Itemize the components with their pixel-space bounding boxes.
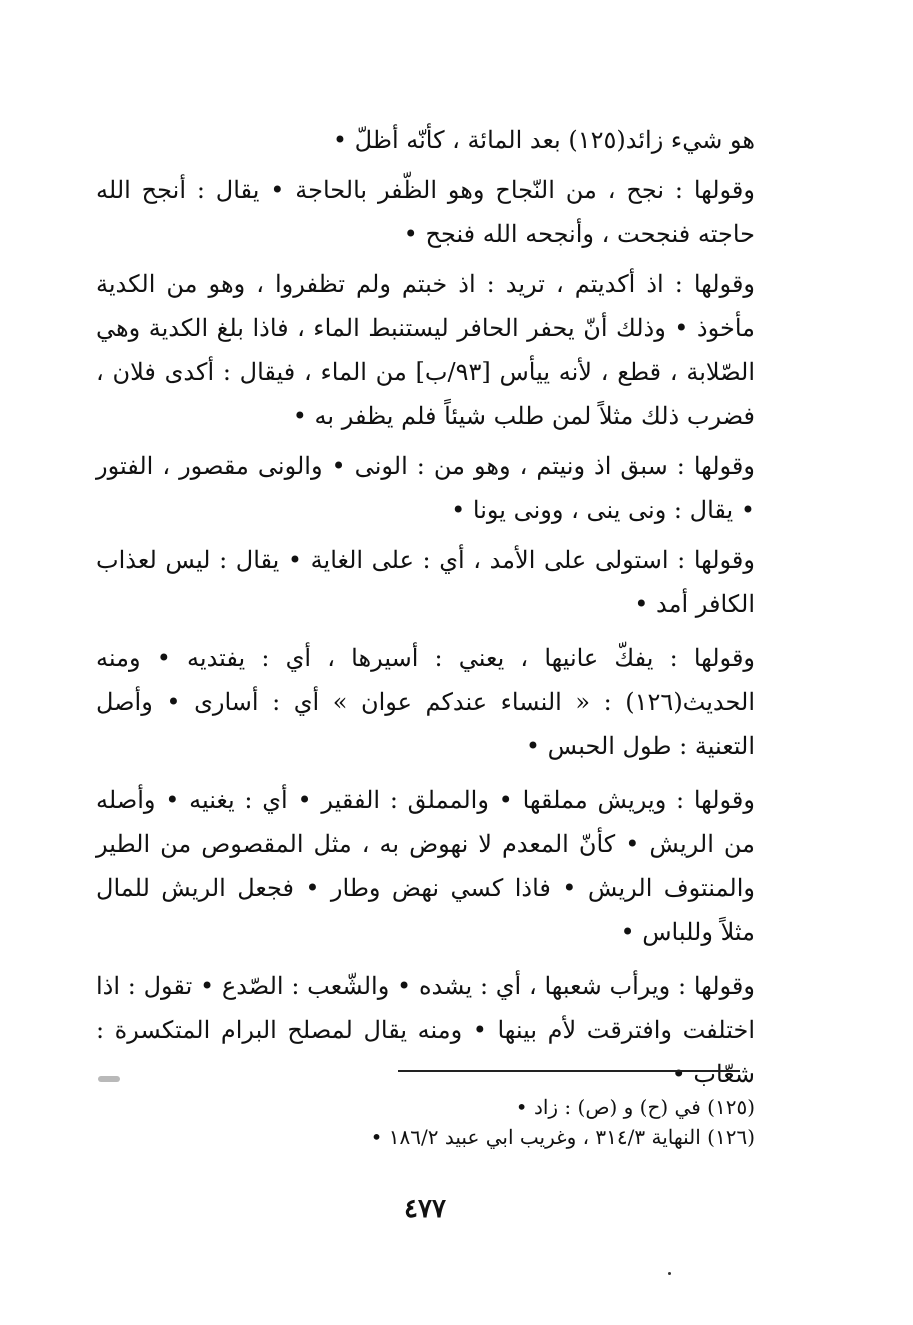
footnote-divider — [398, 1070, 740, 1072]
footnote-125: (١٢٥) في (ح) و (ص) : زاد • — [515, 1095, 755, 1119]
paragraph-2: وقولها : نجح ، من النّجاح وهو الظّفر بالحاجة • يقال : أنجح الله حاجته فنجحت ، وأنجحه الله فنجح • — [96, 176, 755, 248]
paragraph-5: وقولها : استولى على الأمد ، أي : على الغاية • يقال : ليس لعذاب الكافر أمد • — [96, 546, 755, 618]
page-number: ٤٧٧ — [404, 1194, 446, 1224]
paragraph-1: هو شيء زائد(١٢٥) بعد المائة ، كأنّه أظلّ • — [332, 126, 755, 154]
scan-smudge — [98, 1076, 120, 1082]
scan-dot — [668, 1272, 671, 1275]
paragraph-4: وقولها : سبق اذ ونيتم ، وهو من : الونى • والونى مقصور ، الفتور • يقال : ونى ينى ، وونى يونا • — [96, 452, 755, 524]
footnotes — [200, 1092, 755, 1152]
paragraph-3: وقولها : اذ أكديتم ، تريد : اذ خبتم ولم تظفروا ، وهو من الكدية مأخوذ • وذلك أنّ يحفر الحافر ليستنبط الماء ، فاذا بلغ الكدية وهي الصّلابة ، قطع ، لأنه ييأس [٩٣/ب] من الماء ، فيقال : أكدى فلان ، فضرب ذلك مثلاً لمن طلب شيئاً فلم يظفر به • — [96, 270, 755, 430]
footnote-126: (١٢٦) النهاية ٣١٤/٣ ، وغريب ابي عبيد ١٨٦/٢ • — [370, 1125, 755, 1149]
paragraph-7: وقولها : ويريش مملقها • والمملق : الفقير • أي : يغنيه • وأصله من الريش • كأنّ المعدم لا نهوض به ، مثل المقصوص من الطير والمنتوف الريش • فاذا كسي نهض وطار • فجعل الريش للمال مثلاً وللباس • — [96, 786, 755, 946]
main-text — [96, 118, 755, 1102]
paragraph-6: وقولها : يفكّ عانيها ، يعني : أسيرها ، أي : يفتديه • ومنه الحديث(١٢٦) : « النساء عندكم عوان » أي : أسارى • وأصل التعنية : طول الحبس • — [96, 644, 755, 760]
paragraph-8: وقولها : ويرأب شعبها ، أي : يشده • والشّعب : الصّدع • تقول : اذا اختلفت وافترقت لأم بينها • ومنه يقال لمصلح البرام المتكسرة : شعّاب • — [96, 972, 755, 1088]
